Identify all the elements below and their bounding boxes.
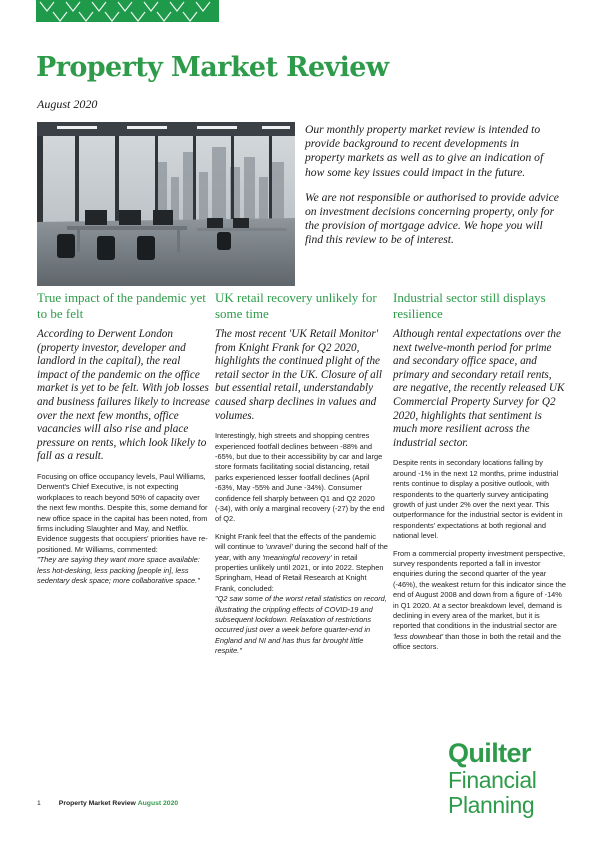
article-lead: The most recent 'UK Retail Monitor' from Knight Frank for Q2 2020, highlights the continued plight of the retail sector in the UK. Closure of all but essential retail, understandably caused sharp declines in values and volumes. [215, 328, 382, 422]
page-title: Property Market Review [36, 52, 389, 83]
page-footer [37, 800, 178, 807]
article-quote: "Q2 saw some of the worst retail statistics on record, illustrating the crippling effects of COVID-19 and subsequent lockdown. Relaxation of restrictions occurred just over a week before quarter-end in England and NI and has thus far brought little respite." [215, 594, 387, 656]
article-body: From a commercial property investment perspective, survey respondents reported a fall in investor enquiries during the second quarter of the year (-46%), the weakest return for this indicator since the end of August 2008 and down from a figure of -14% in Q1 2020. At a sector breakdown level, demand is declining in every area of the market, but it is reported that conditions in the industrial sector are 'less downbeat' than those in both the retail and the office sectors. [393, 548, 566, 652]
footer-date: August 2020 [137, 800, 179, 807]
article-industrial-sector [393, 290, 566, 660]
article-uk-retail [215, 290, 388, 664]
intro-paragraph: Our monthly property market review is intended to provide background to recent developments in property markets as well as to give an indication of how some key issues could impact in the future. [305, 123, 544, 179]
issue-date: August 2020 [37, 97, 98, 111]
header-banner [36, 0, 219, 22]
article-heading: UK retail recovery unlikely for some time [215, 290, 377, 321]
article-lead: According to Derwent London (property investor, developer and landlord in the capital), the real impact of the pandemic on the office market is yet to be felt. With job losses and business failures likely to increase over the next few months, office vacancies will also rise and place pressure on rents, which look likely to fall as a result. [37, 328, 210, 463]
emphasis: 'less downbeat' [393, 631, 444, 641]
emphasis: 'meaningful recovery' [262, 552, 332, 562]
logo-line: Planning [448, 792, 535, 818]
article-body: Despite rents in secondary locations falling by around -1% in the next 12 months, prime industrial rents continue to display a positive outlook, with respondents to the quarterly survey anticipating growth of just under 2% over the next year. This outperformance for the industrial sector is evident in respondents' expectations at both regional and national level. [393, 458, 563, 541]
article-lead: Although rental expectations over the next twelve-month period for prime and secondary office space, and primary and secondary retail rents, are negative, the recently released UK Commercial Property Survey for Q2 2020, highlights that sentiment is much more resilient across the industrial sector. [393, 328, 565, 449]
page-number: 1 [37, 800, 41, 807]
article-heading: Industrial sector still displays resilience [393, 290, 546, 321]
article-body: Knight Frank feel that the effects of the pandemic will continue to 'unravel' during the second half of the year, with any 'meaningful recovery' in retail properties unlikely until 2021, or into 2022. Stephen Springham, Head of Retail Research at Knight Frank, concluded: [215, 531, 388, 593]
logo-line: Financial [448, 767, 537, 793]
chevron-pattern-icon [36, 0, 219, 22]
article-body: Focusing on office occupancy levels, Paul Williams, Derwent's Chief Executive, is not expecting workplaces to reach beyond 50% of capacity over the next few months. Despite this, some demand for new office space in the capital has been noted, from firms including Slaughter and May, and Netflix. Evidence suggests that occupiers' priorities have re-positioned. Mr Williams, commented: [37, 471, 208, 554]
intro-text [305, 123, 561, 259]
article-body: Interestingly, high streets and shopping centres experienced footfall declines between -88% and -65%, but due to their accessibility by car and large store formats facilitating social distancing, retail parks experienced lesser footfall declines (April -63%, May -55% and June -34%). Consumer confidence fell sharply between Q1 and Q2 2020 (-34), with only a marginal recovery (-27) by the end of Q2. [215, 431, 385, 524]
office-photo [37, 122, 295, 286]
article-office-market [37, 290, 210, 593]
article-quote: "They are saying they want more space available: less hot-desking, less packing [people in], less sedentary desk space; more collaborative space." [37, 555, 200, 585]
quilter-logo [448, 738, 578, 818]
intro-paragraph: We are not responsible or authorised to provide advice on investment decisions concerning property, only for the provision of mortgage advice. We hope you will find this review to be of interest. [305, 190, 559, 247]
logo-line: Quilter [448, 738, 531, 768]
emphasis: 'unravel' [265, 542, 293, 552]
footer-title: Property Market Review [58, 800, 136, 807]
article-heading: True impact of the pandemic yet to be felt [37, 290, 206, 321]
